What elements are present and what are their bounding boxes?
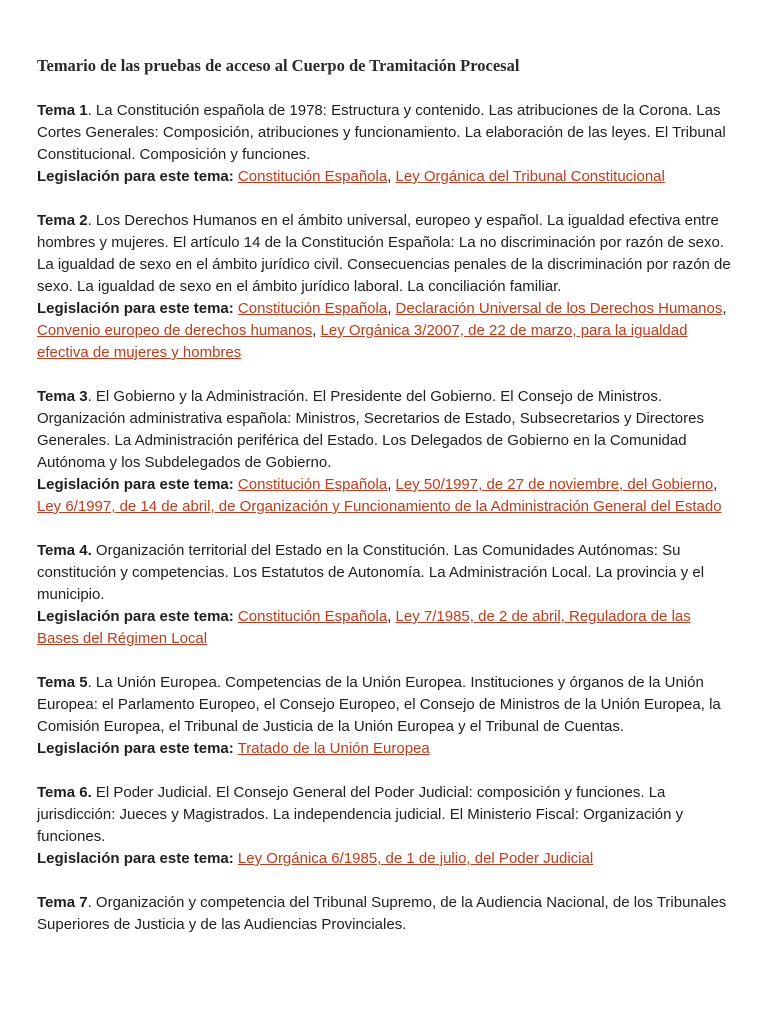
tema-description <box>37 672 732 738</box>
legislation-label: Legislación para este tema: <box>37 168 234 185</box>
legislation-link[interactable]: Ley Orgánica 6/1985, de 1 de julio, del Poder Judicial <box>237 850 594 867</box>
legislation-link[interactable]: Constitución Española <box>237 300 388 317</box>
legislation-label: Legislación para este tema: <box>37 300 234 317</box>
legislation-label: Legislación para este tema: <box>37 850 234 867</box>
tema-text: . La Unión Europea. Competencias de la Unión Europea. Instituciones y órganos de la Unión Europea: el Parlamento Europeo, el Consejo Europeo, el Consejo de Ministros de la Unión Europea, la Comisión Europea, el Tribunal de Justicia de la Unión Europea y el Tribunal de Cuentas. <box>37 674 721 735</box>
tema-text: Organización territorial del Estado en la Constitución. Las Comunidades Autónomas: Su constitución y competencias. Los Estatutos de Autonomía. La Administración Local. La provincia y el municipio. <box>37 542 705 603</box>
legislation-line <box>37 738 732 760</box>
tema-description <box>37 386 732 474</box>
link-separator: , <box>713 476 718 493</box>
legislation-link[interactable]: Constitución Española <box>237 608 388 625</box>
document-title: Temario de las pruebas de acceso al Cuerpo de Tramitación Procesal <box>37 56 520 75</box>
legislation-link[interactable]: Constitución Española <box>237 168 388 185</box>
legislation-line <box>37 166 732 188</box>
tema-text: . La Constitución española de 1978: Estructura y contenido. Las atribuciones de la Corona. Las Cortes Generales: Composición, atribuciones y funcionamiento. La elaboración de las leyes. El Tribunal Constitucional. Composición y funciones. <box>37 102 726 163</box>
tema-description <box>37 210 732 298</box>
tema-description <box>37 100 732 166</box>
legislation-label: Legislación para este tema: <box>37 608 234 625</box>
tema-section <box>37 782 732 870</box>
tema-section <box>37 210 732 364</box>
tema-section <box>37 892 732 936</box>
tema-label: Tema 4. <box>37 542 92 559</box>
link-separator: , <box>387 168 396 185</box>
tema-description <box>37 540 732 606</box>
tema-text: . Organización y competencia del Tribunal Supremo, de la Audiencia Nacional, de los Tribunales Superiores de Justicia y de las Audiencias Provinciales. <box>37 894 727 933</box>
tema-description <box>37 892 732 936</box>
tema-text: . El Gobierno y la Administración. El Presidente del Gobierno. El Consejo de Ministros. Organización administrativa española: Ministros, Secretarios de Estado, Subsecretarios y Directores Generales. La Administración periférica del Estado. Los Delegados de Gobierno en la Comunidad Autónoma y los Subdelegados de Gobierno. <box>37 388 704 471</box>
legislation-link[interactable]: Ley 7/1985, de 2 de abril, Reguladora de las Bases del Régimen Local <box>37 608 691 647</box>
tema-section <box>37 672 732 760</box>
link-separator: , <box>312 322 321 339</box>
tema-section <box>37 386 732 518</box>
tema-label: Tema 1 <box>37 102 88 119</box>
link-separator: , <box>387 608 396 625</box>
legislation-link[interactable]: Ley 6/1997, de 14 de abril, de Organización y Funcionamiento de la Administración General del Estado <box>37 498 722 515</box>
legislation-label: Legislación para este tema: <box>37 476 234 493</box>
tema-label: Tema 5 <box>37 674 88 691</box>
legislation-label: Legislación para este tema: <box>37 740 234 757</box>
legislation-link[interactable]: Constitución Española <box>237 476 388 493</box>
legislation-line <box>37 606 732 650</box>
legislation-line <box>37 298 732 364</box>
tema-label: Tema 2 <box>37 212 88 229</box>
legislation-line <box>37 848 732 870</box>
legislation-link[interactable]: Ley Orgánica 3/2007, de 22 de marzo, para la igualdad efectiva de mujeres y hombres <box>37 322 688 361</box>
tema-description <box>37 782 732 848</box>
tema-label: Tema 3 <box>37 388 88 405</box>
legislation-link[interactable]: Tratado de la Unión Europea <box>237 740 430 757</box>
link-separator: , <box>387 300 396 317</box>
legislation-link[interactable]: Declaración Universal de los Derechos Humanos <box>395 300 723 317</box>
link-separator: , <box>387 476 396 493</box>
legislation-link[interactable]: Convenio europeo de derechos humanos <box>37 322 313 339</box>
tema-section <box>37 100 732 188</box>
tema-section <box>37 540 732 650</box>
tema-label: Tema 6. <box>37 784 92 801</box>
tema-label: Tema 7 <box>37 894 88 911</box>
tema-text: El Poder Judicial. El Consejo General del Poder Judicial: composición y funciones. La jurisdicción: Jueces y Magistrados. La independencia judicial. El Ministerio Fiscal: Organización y funciones. <box>37 784 684 845</box>
legislation-link[interactable]: Ley Orgánica del Tribunal Constitucional <box>395 168 665 185</box>
temas-list <box>37 100 732 936</box>
link-separator: , <box>722 300 727 317</box>
legislation-line <box>37 474 732 518</box>
legislation-link[interactable]: Ley 50/1997, de 27 de noviembre, del Gobierno <box>395 476 714 493</box>
tema-text: . Los Derechos Humanos en el ámbito universal, europeo y español. La igualdad efectiva entre hombres y mujeres. El artículo 14 de la Constitución Española: La no discriminación por razón de sexo. La igualdad de sexo en el ámbito jurídico civil. Consecuencias penales de la discriminación por razón de sexo. La igualdad de sexo en el ámbito jurídico laboral. La conciliación familiar. <box>37 212 731 295</box>
